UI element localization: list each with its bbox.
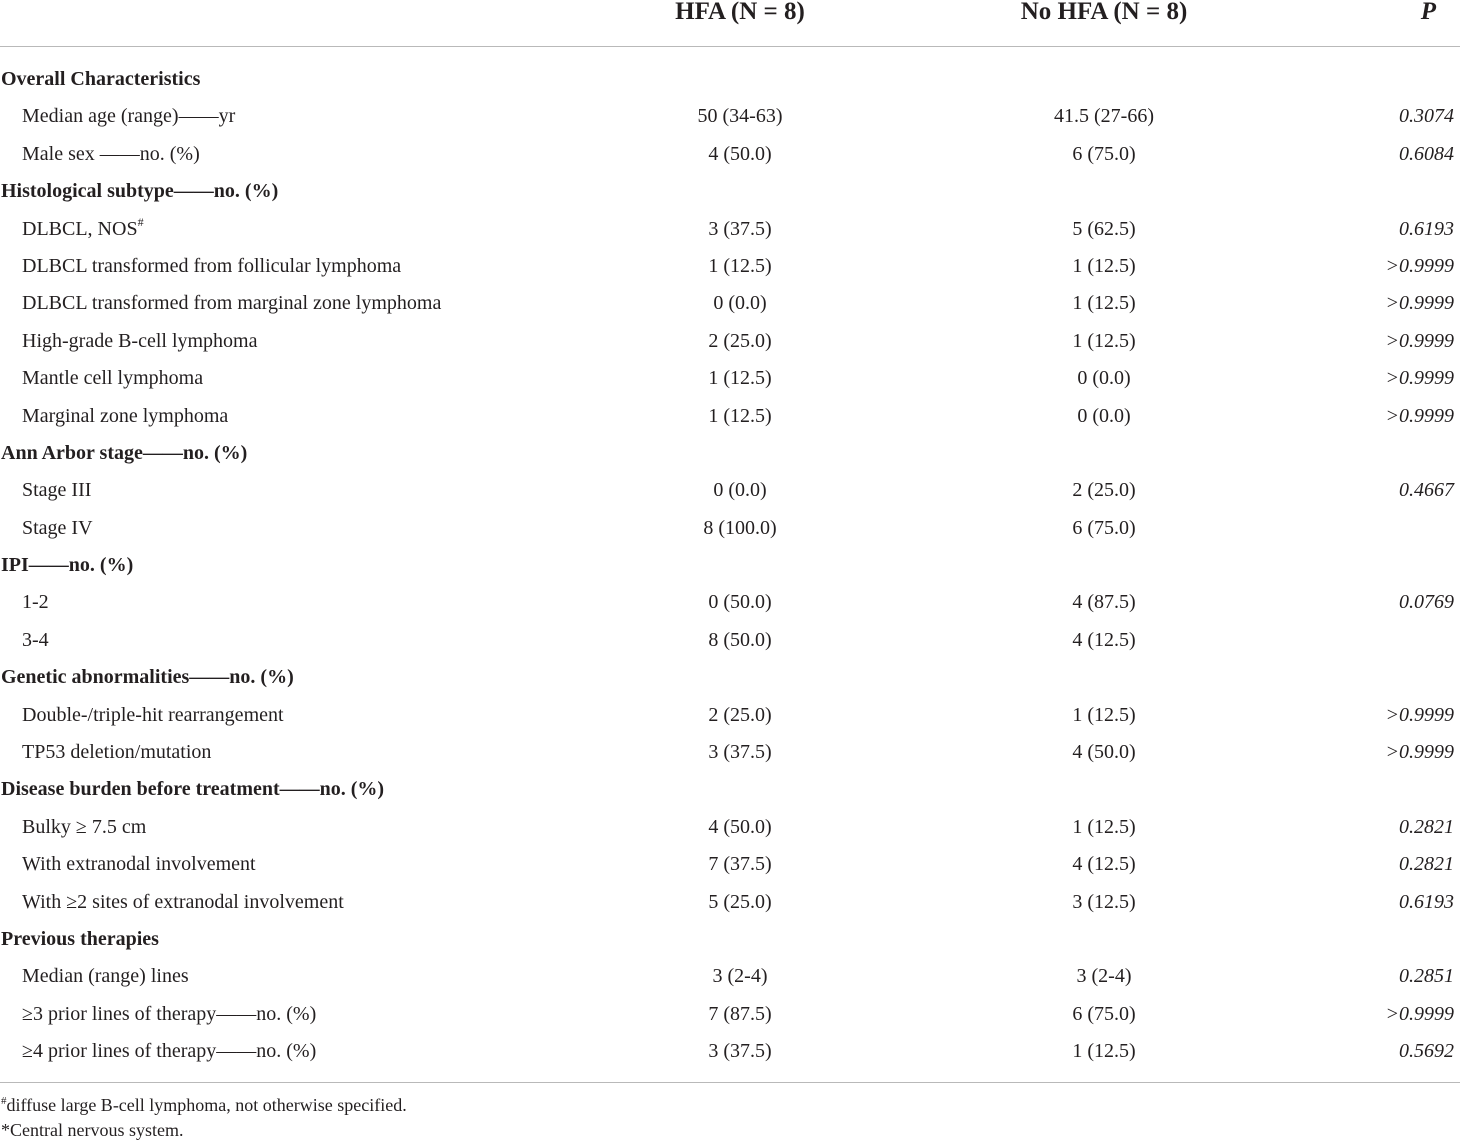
p-value: >0.9999 — [1385, 404, 1454, 427]
no-hfa-value: 0 (0.0) — [1077, 404, 1131, 427]
table-header — [0, 0, 1460, 47]
p-value: >0.9999 — [1385, 292, 1454, 315]
row-label — [22, 291, 441, 315]
section-row — [0, 60, 1460, 97]
row-label-text: ≥3 prior lines of therapy——no. (%) — [22, 1002, 317, 1025]
hfa-value: 0 (0.0) — [713, 292, 767, 315]
no-hfa-value: 6 (75.0) — [1072, 516, 1136, 539]
row-label — [22, 628, 49, 652]
row-label — [22, 964, 189, 988]
p-value: 0.4667 — [1399, 479, 1454, 502]
row-label-text: Stage III — [22, 479, 92, 502]
no-hfa-value: 1 (12.5) — [1072, 703, 1136, 726]
footnote-text: diffuse large B-cell lymphoma, not otherwise specified. — [6, 1095, 407, 1115]
table-row — [0, 583, 1460, 620]
no-hfa-value: 4 (12.5) — [1072, 628, 1136, 651]
row-label — [22, 740, 211, 764]
hfa-value: 0 (0.0) — [713, 479, 767, 502]
no-hfa-value: 1 (12.5) — [1072, 292, 1136, 315]
no-hfa-value: 3 (12.5) — [1072, 890, 1136, 913]
no-hfa-value: 3 (2-4) — [1076, 965, 1132, 988]
row-label-text: Previous therapies — [1, 927, 159, 950]
row-label — [22, 366, 203, 390]
row-label-text: Histological subtype——no. (%) — [1, 180, 279, 203]
no-hfa-value: 6 (75.0) — [1072, 1002, 1136, 1025]
row-label-text: ≥4 prior lines of therapy——no. (%) — [22, 1040, 317, 1063]
row-label-text: Median age (range)——yr — [22, 105, 236, 128]
table-row — [0, 322, 1460, 359]
no-hfa-value: 6 (75.0) — [1072, 142, 1136, 165]
p-value: 0.6193 — [1399, 217, 1454, 240]
row-label — [22, 590, 49, 614]
no-hfa-value: 4 (50.0) — [1072, 741, 1136, 764]
row-label-text: Genetic abnormalities——no. (%) — [1, 666, 294, 689]
p-value: 0.3074 — [1399, 105, 1454, 128]
no-hfa-value: 4 (87.5) — [1072, 591, 1136, 614]
column-header-hfa: HFA (N = 8) — [675, 0, 805, 25]
row-label-text: Bulky ≥ 7.5 cm — [22, 815, 147, 838]
hfa-value: 5 (25.0) — [708, 890, 772, 913]
table-row — [0, 733, 1460, 770]
no-hfa-value: 41.5 (27-66) — [1054, 105, 1154, 128]
no-hfa-value: 1 (12.5) — [1072, 1040, 1136, 1063]
footnote-marker: # — [1, 1095, 7, 1107]
section-heading — [1, 927, 159, 951]
section-row — [0, 658, 1460, 695]
section-row — [0, 434, 1460, 471]
row-label — [22, 703, 284, 727]
row-label — [22, 214, 144, 241]
row-label — [22, 815, 146, 839]
section-row — [0, 172, 1460, 209]
section-row — [0, 920, 1460, 957]
hfa-value: 7 (37.5) — [708, 853, 772, 876]
section-row — [0, 546, 1460, 583]
hfa-value: 3 (37.5) — [708, 217, 772, 240]
section-heading — [1, 441, 247, 465]
row-label — [22, 404, 228, 428]
table-row — [0, 696, 1460, 733]
table-row — [0, 471, 1460, 508]
hfa-value: 8 (50.0) — [708, 628, 772, 651]
p-value: 0.2851 — [1399, 965, 1454, 988]
footnote — [1, 1093, 407, 1118]
table-row — [0, 359, 1460, 396]
hfa-value: 4 (50.0) — [708, 142, 772, 165]
row-label-text: IPI——no. (%) — [1, 554, 134, 577]
row-label-text: TP53 deletion/mutation — [22, 741, 212, 764]
row-label-text: Mantle cell lymphoma — [22, 367, 204, 390]
row-label — [22, 142, 200, 166]
row-label-text: Disease burden before treatment——no. (%) — [1, 778, 385, 801]
p-value: 0.2821 — [1399, 815, 1454, 838]
row-label-text: With ≥2 sites of extranodal involvement — [22, 890, 344, 913]
p-value: 0.6084 — [1399, 142, 1454, 165]
section-heading — [1, 179, 278, 203]
row-label-text: Median (range) lines — [22, 965, 189, 988]
footnote-text: *Central nervous system. — [1, 1120, 184, 1140]
p-value: >0.9999 — [1385, 741, 1454, 764]
p-value: >0.9999 — [1385, 254, 1454, 277]
no-hfa-value: 2 (25.0) — [1072, 479, 1136, 502]
section-row — [0, 770, 1460, 807]
no-hfa-value: 1 (12.5) — [1072, 815, 1136, 838]
p-value: 0.2821 — [1399, 853, 1454, 876]
table-row — [0, 97, 1460, 134]
p-value: >0.9999 — [1385, 367, 1454, 390]
table-row — [0, 210, 1460, 247]
hfa-value: 4 (50.0) — [708, 815, 772, 838]
no-hfa-value: 1 (12.5) — [1072, 329, 1136, 352]
row-label-text: 1-2 — [22, 591, 49, 614]
row-label-text: Stage IV — [22, 516, 93, 539]
hfa-value: 2 (25.0) — [708, 329, 772, 352]
p-value: >0.9999 — [1385, 329, 1454, 352]
table-body — [0, 60, 1460, 1070]
row-label-text: DLBCL transformed from follicular lymphoma — [22, 254, 402, 277]
hfa-value: 1 (12.5) — [708, 367, 772, 390]
row-label — [22, 254, 401, 278]
table-row — [0, 247, 1460, 284]
row-label-text: Overall Characteristics — [1, 68, 201, 90]
table-row — [0, 957, 1460, 994]
no-hfa-value: 4 (12.5) — [1072, 853, 1136, 876]
row-label-text: DLBCL, NOS — [22, 217, 138, 240]
table-bottom-rule — [0, 1082, 1460, 1083]
p-value: 0.5692 — [1399, 1040, 1454, 1063]
row-label-text: Double-/triple-hit rearrangement — [22, 703, 284, 726]
hfa-value: 3 (37.5) — [708, 1040, 772, 1063]
row-label-text: Marginal zone lymphoma — [22, 404, 229, 427]
row-label-text: Male sex ——no. (%) — [22, 142, 200, 165]
p-value: 0.0769 — [1399, 591, 1454, 614]
hfa-value: 50 (34-63) — [697, 105, 783, 128]
no-hfa-value: 1 (12.5) — [1072, 254, 1136, 277]
table-row — [0, 1032, 1460, 1069]
table-row — [0, 845, 1460, 882]
row-label-text: Ann Arbor stage——no. (%) — [1, 441, 248, 464]
section-heading — [1, 777, 384, 801]
table-row — [0, 883, 1460, 920]
hfa-value: 0 (50.0) — [708, 591, 772, 614]
section-heading — [1, 553, 133, 577]
table-row — [0, 509, 1460, 546]
table-row — [0, 621, 1460, 658]
row-label — [22, 890, 344, 914]
row-label-text: DLBCL transformed from marginal zone lymphoma — [22, 292, 442, 315]
table-row — [0, 995, 1460, 1032]
p-value: >0.9999 — [1385, 703, 1454, 726]
section-heading — [1, 67, 200, 91]
hfa-value: 2 (25.0) — [708, 703, 772, 726]
hfa-value: 1 (12.5) — [708, 404, 772, 427]
hfa-value: 8 (100.0) — [703, 516, 777, 539]
row-label — [22, 478, 91, 502]
row-label — [22, 329, 258, 353]
footnote — [1, 1118, 407, 1143]
p-value: >0.9999 — [1385, 1002, 1454, 1025]
row-label-text: With extranodal involvement — [22, 853, 256, 876]
column-header-p-value: P — [1420, 0, 1436, 25]
no-hfa-value: 5 (62.5) — [1072, 217, 1136, 240]
p-value: 0.6193 — [1399, 890, 1454, 913]
row-label — [22, 1002, 316, 1026]
column-header-no-hfa: No HFA (N = 8) — [1020, 0, 1188, 25]
table-row — [0, 397, 1460, 434]
hfa-value: 3 (37.5) — [708, 741, 772, 764]
hfa-value: 1 (12.5) — [708, 254, 772, 277]
row-label-text: High-grade B-cell lymphoma — [22, 329, 258, 352]
section-heading — [1, 665, 294, 689]
footnote-marker: # — [137, 214, 144, 229]
hfa-value: 3 (2-4) — [712, 965, 768, 988]
table-row — [0, 135, 1460, 172]
no-hfa-value: 0 (0.0) — [1077, 367, 1131, 390]
table-row — [0, 808, 1460, 845]
hfa-value: 7 (87.5) — [708, 1002, 772, 1025]
row-label — [22, 1039, 316, 1063]
row-label-text: 3-4 — [22, 628, 49, 651]
row-label — [22, 104, 235, 128]
table-row — [0, 284, 1460, 321]
row-label — [22, 852, 256, 876]
table-footnotes — [1, 1093, 407, 1143]
row-label — [22, 516, 93, 540]
